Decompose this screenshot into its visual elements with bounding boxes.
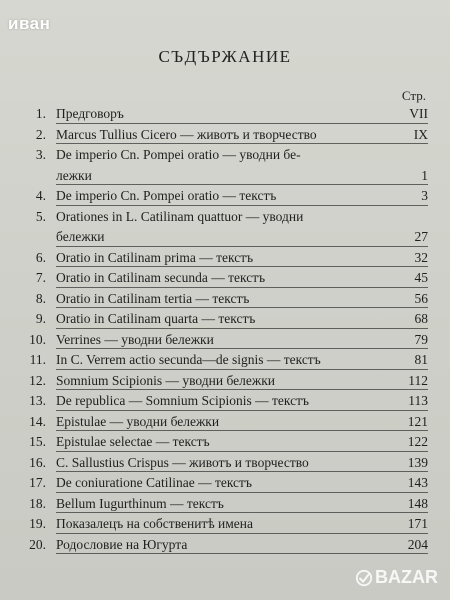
entry-page-number: 113 — [408, 393, 428, 408]
entry-title: Marcus Tullius Cicero — животъ и творчество — [56, 126, 317, 142]
entry-page-number: 32 — [414, 249, 428, 265]
entry-number: 11. — [29, 352, 46, 367]
toc-row — [0, 186, 450, 207]
entry-number: 6. — [35, 249, 46, 265]
toc-entry — [0, 371, 450, 392]
toc-row — [0, 412, 450, 433]
entry-page-number: 56 — [414, 290, 428, 306]
entry-title: De imperio Cn. Pompei oratio — текстъ — [56, 188, 277, 203]
toc-entry — [0, 535, 450, 556]
entry-page-number: 3 — [421, 188, 428, 203]
entry-page-number: 81 — [414, 352, 428, 367]
toc-row — [0, 248, 450, 269]
toc-entry — [0, 186, 450, 207]
toc-entry — [0, 248, 450, 269]
toc-entry — [0, 350, 450, 371]
toc-row — [0, 473, 450, 494]
toc-row — [0, 227, 450, 248]
entry-title: Родословие на Югурта — [56, 536, 188, 552]
entry-page-number: 112 — [408, 372, 428, 388]
entry-divider — [56, 430, 428, 431]
entry-title: Oratio in Catilinam prima — текстъ — [56, 249, 254, 265]
entry-divider — [56, 533, 428, 534]
toc-row — [0, 104, 450, 125]
toc-row — [0, 494, 450, 515]
entry-divider — [56, 123, 428, 124]
toc-row — [0, 432, 450, 453]
entry-page-number: 148 — [407, 495, 428, 511]
entry-page-number: VII — [409, 106, 428, 121]
toc-entry — [0, 289, 450, 310]
entry-page-number: IX — [413, 126, 428, 142]
entry-title: De imperio Cn. Pompei oratio — уводни бе- — [56, 147, 301, 162]
entry-title: Somnium Scipionis — уводни бележки — [56, 372, 275, 388]
toc-row — [0, 514, 450, 535]
toc-row — [0, 125, 450, 146]
toc-entry — [0, 104, 450, 125]
entry-divider — [56, 266, 428, 267]
toc-row — [0, 391, 450, 412]
entry-divider — [56, 512, 428, 513]
toc-row — [0, 330, 450, 351]
entry-page-number: 139 — [407, 454, 428, 470]
entry-divider — [56, 143, 428, 144]
entry-title: Epistulae selectae — текстъ — [56, 434, 210, 449]
entry-title: C. Sallustius Crispus — животъ и творчество — [56, 454, 309, 470]
entry-divider — [56, 492, 428, 493]
entry-number: 2. — [35, 126, 46, 142]
toc-row — [0, 309, 450, 330]
entry-number: 8. — [35, 290, 46, 306]
toc-row — [0, 350, 450, 371]
entry-number: 14. — [29, 413, 46, 429]
toc-row — [0, 453, 450, 474]
entry-number: 7. — [35, 270, 46, 285]
page-title: СЪДЪРЖАНИЕ — [158, 47, 292, 66]
toc-entry — [0, 330, 450, 351]
entry-title: Epistulae — уводни бележки — [56, 413, 220, 429]
entry-divider — [56, 553, 428, 554]
entry-title: Bellum Iugurthinum — текстъ — [56, 495, 224, 511]
entry-number: 13. — [29, 393, 46, 408]
entry-number: 20. — [29, 536, 46, 552]
entry-divider — [56, 246, 428, 247]
entry-divider — [56, 307, 428, 308]
entry-page-number: 1 — [421, 167, 428, 183]
entry-title: De republica — Somnium Scipionis — текстъ — [56, 393, 309, 408]
entry-title: Verrines — уводни бележки — [56, 331, 214, 347]
entry-number: 15. — [29, 434, 46, 449]
toc-entry — [0, 453, 450, 474]
toc-entry — [0, 268, 450, 289]
entry-title: Показалецъ на собственитѣ имена — [56, 516, 254, 531]
entry-number: 9. — [35, 311, 46, 326]
checkmark-icon — [355, 569, 373, 587]
entry-number: 4. — [35, 188, 46, 203]
toc-entry — [0, 207, 450, 248]
toc-entry — [0, 473, 450, 494]
entry-page-number: 79 — [414, 331, 428, 347]
entry-divider — [56, 184, 428, 185]
entry-page-number: 204 — [407, 536, 428, 552]
entry-title: Oratio in Catilinam secunda — текстъ — [56, 270, 266, 285]
toc-entry — [0, 514, 450, 535]
entry-divider — [56, 205, 428, 206]
entry-number: 16. — [29, 454, 46, 470]
toc-row — [0, 371, 450, 392]
toc-entry — [0, 125, 450, 146]
entry-page-number: 68 — [414, 311, 428, 326]
entry-divider — [56, 348, 428, 349]
entry-title: Orationes in L. Catilinam quattuor — уводни — [56, 208, 304, 224]
entry-title: De coniuratione Catilinae — текстъ — [56, 475, 252, 490]
entry-divider — [56, 389, 428, 390]
toc-entry — [0, 432, 450, 453]
toc-row — [0, 268, 450, 289]
entry-page-number: 27 — [414, 229, 428, 244]
toc-row — [0, 207, 450, 228]
entry-divider — [56, 328, 428, 329]
entry-number: 19. — [29, 516, 46, 531]
toc-entry — [0, 309, 450, 330]
entry-divider — [56, 287, 428, 288]
toc-row — [0, 166, 450, 187]
entry-number: 5. — [35, 208, 46, 224]
logo-text: BAZAR — [375, 567, 438, 587]
toc-row — [0, 145, 450, 166]
seller-watermark: иван — [8, 14, 51, 33]
toc-entry — [0, 412, 450, 433]
entry-number: 3. — [35, 147, 46, 162]
entry-title: Предговоръ — [56, 106, 124, 121]
toc-row — [0, 535, 450, 556]
entry-page-number: 121 — [407, 413, 428, 429]
entry-number: 12. — [29, 372, 46, 388]
entry-title: бележки — [56, 229, 105, 244]
toc-entry — [0, 145, 450, 186]
entry-page-number: 143 — [407, 475, 428, 490]
page-column-label: Стр. — [401, 88, 426, 103]
entry-divider — [56, 369, 428, 370]
bazar-logo — [355, 567, 438, 588]
entry-number: 18. — [29, 495, 46, 511]
entry-divider — [56, 451, 428, 452]
entry-title: лежки — [56, 167, 92, 183]
entry-title: Oratio in Catilinam quarta — текстъ — [56, 311, 256, 326]
table-of-contents — [0, 104, 450, 555]
entry-number: 17. — [29, 475, 46, 490]
entry-page-number: 171 — [407, 516, 428, 531]
entry-title: Oratio in Catilinam tertia — текстъ — [56, 290, 250, 306]
entry-page-number: 45 — [414, 270, 428, 285]
entry-divider — [56, 410, 428, 411]
entry-number: 10. — [29, 331, 46, 347]
toc-entry — [0, 391, 450, 412]
toc-entry — [0, 494, 450, 515]
entry-page-number: 122 — [407, 434, 428, 449]
entry-number: 1. — [35, 106, 46, 121]
entry-title: In C. Verrem actio secunda—de signis — текстъ — [56, 352, 321, 367]
entry-divider — [56, 471, 428, 472]
toc-row — [0, 289, 450, 310]
